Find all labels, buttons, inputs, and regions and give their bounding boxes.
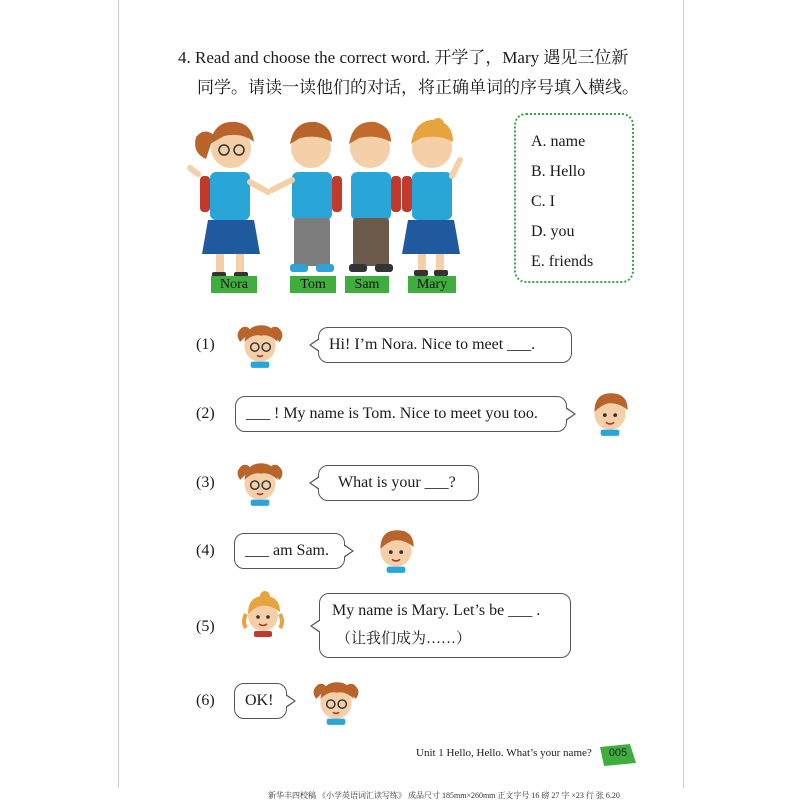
item-number-3: (3) (196, 474, 215, 491)
unit-footer: Unit 1 Hello, Hello. What’s your name? (416, 747, 592, 759)
name-label-sam: Sam (345, 276, 389, 293)
instruction-line-2: 同学。请读一读他们的对话，将正确单词的序号填入横线。 (197, 78, 639, 97)
dialogue-text-1: Hi! I’m Nora. Nice to meet ___. (329, 336, 536, 353)
sam-head-icon (370, 524, 422, 576)
option-a: A. name (531, 133, 586, 150)
option-e: E. friends (531, 253, 594, 270)
nora-figure (190, 122, 268, 278)
name-label-mary: Mary (408, 276, 456, 293)
instruction-line-1: 4. Read and choose the correct word. 开学了，Mary 遇见三位新 (178, 48, 629, 67)
answer-options-box (514, 113, 634, 283)
speech-bubble-2 (235, 396, 567, 432)
speech-bubble-1 (318, 327, 572, 363)
exercise-instruction (178, 43, 658, 103)
item-number-6: (6) (196, 692, 215, 709)
page-number-badge (600, 744, 636, 766)
mary-figure (402, 118, 460, 276)
item-number-5: (5) (196, 618, 215, 635)
item-number-4: (4) (196, 542, 215, 559)
option-b: B. Hello (531, 163, 586, 180)
nora-head-icon (234, 319, 286, 371)
print-info-line: 新华丰四校稿 《小学英语词汇读写练》 成品尺寸 185mm×260mm 正文字号 16 磅 27 字 ×23 行 张 6.20 (268, 791, 620, 800)
dialogue-text-3: What is your ___? (338, 474, 456, 491)
speech-bubble-4 (234, 533, 345, 569)
sam-figure (349, 122, 401, 272)
dialogue-subtext-5: （让我们成为……） (336, 631, 472, 647)
dialogue-text-5: My name is Mary. Let’s be ___ . (332, 602, 541, 619)
speech-bubble-6 (234, 683, 287, 719)
item-number-2: (2) (196, 405, 215, 422)
dialogue-text-4: ___ am Sam. (245, 542, 329, 559)
page-number: 005 (608, 747, 628, 759)
four-children-illustration (186, 114, 476, 296)
name-label-tom: Tom (290, 276, 336, 293)
name-label-nora: Nora (211, 276, 257, 293)
tom-head-icon (584, 387, 636, 439)
tom-figure (272, 122, 342, 272)
option-c: C. I (531, 193, 555, 210)
nora-head-icon (310, 676, 362, 728)
nora-head-icon (234, 457, 286, 509)
speech-bubble-5 (319, 593, 571, 658)
mary-head-icon (238, 590, 288, 640)
option-d: D. you (531, 223, 575, 240)
dialogue-text-2: ___ ! My name is Tom. Nice to meet you too. (246, 405, 538, 422)
dialogue-text-6: OK! (245, 692, 274, 709)
speech-bubble-3 (318, 465, 479, 501)
item-number-1: (1) (196, 336, 215, 353)
